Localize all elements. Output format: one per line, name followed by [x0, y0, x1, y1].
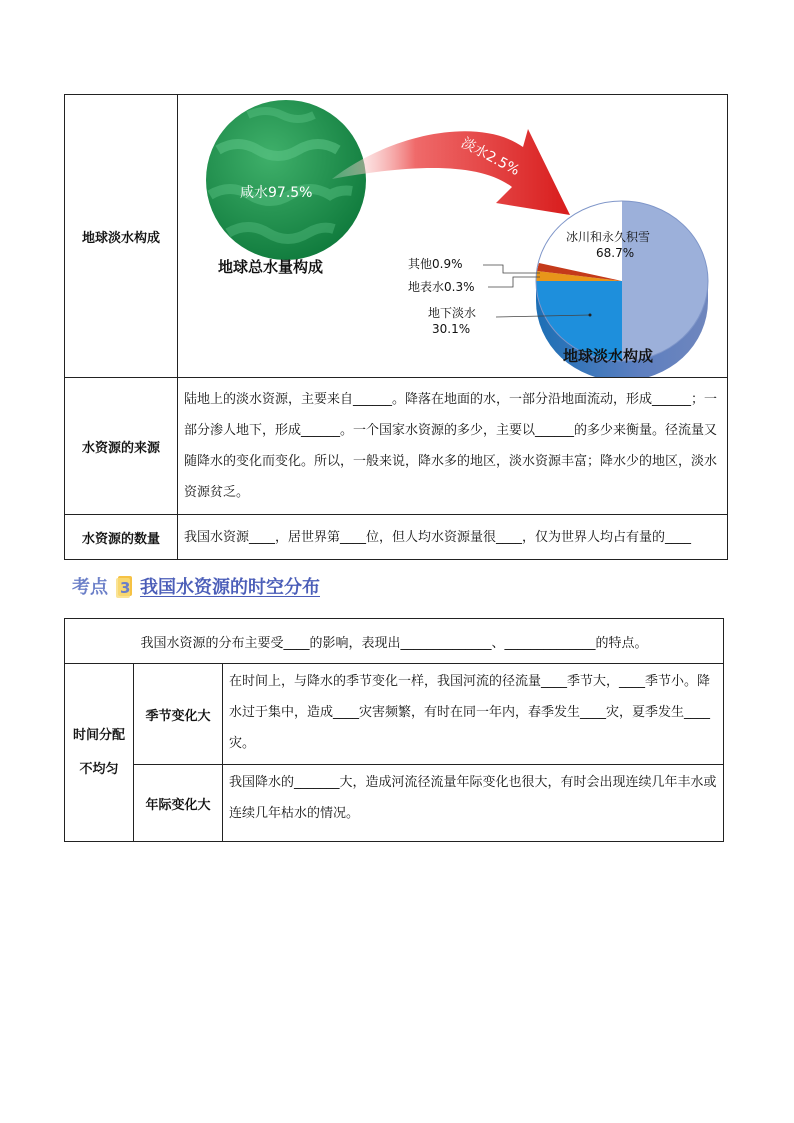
section-number-icon: [116, 574, 134, 598]
svg-text:3: 3: [120, 579, 131, 597]
distribution-intro: 我国水资源的分布主要受____的影响，表现出______________、______________的特点。: [65, 619, 724, 664]
seasonal-text: 在时间上，与降水的季节变化一样，我国河流的径流量____季节大，____季节小。降水过于集中，造成____灾害频繁，有时在同一年内，春季发生____灾，夏季发生____灾。: [223, 664, 724, 765]
quantity-text: 我国水资源____，居世界第____位，但人均水资源量很____，仅为世界人均占有量的____: [178, 515, 728, 560]
source-text: 陆地上的淡水资源，主要来自______。降落在地面的水，一部分沿地面流动，形成______；一部分渗人地下，形成______。一个国家水资源的多少，主要以______的多少来衡量。径流量又随降水的变化而变化。所以，一般来说，降水多的地区，淡水资源丰富；降水少的地区，淡水资源贫乏。: [178, 378, 728, 515]
other-label: 其他0.9%: [408, 257, 463, 271]
total-water-caption: 地球总水量构成: [218, 258, 324, 276]
side-label-line1: 时间分配: [72, 727, 125, 743]
section-prefix: 考点: [72, 577, 108, 598]
section-heading: [72, 572, 320, 600]
seasonal-label: 季节变化大: [134, 664, 223, 765]
surface-label: 地表水0.3%: [408, 280, 475, 294]
freshwater-caption: 地球淡水构成: [563, 347, 654, 365]
interannual-text: 我国降水的_______大，造成河流径流量年际变化也很大，有时会出现连续几年丰水或连续几年枯水的情况。: [223, 765, 724, 842]
saltwater-label: 咸水97.5%: [240, 185, 313, 201]
globe-icon: [206, 100, 366, 260]
section-title: 我国水资源的时空分布: [140, 577, 320, 598]
water-resources-table: [64, 94, 728, 560]
freshwater-arrow-label: 淡水2.5%: [458, 135, 523, 179]
freshwater-arrow: [332, 129, 570, 215]
row-label-quantity: 水资源的数量: [65, 515, 178, 560]
water-composition-diagram: [178, 95, 724, 377]
groundwater-label: 地下淡水: [428, 306, 477, 320]
row-label-source: 水资源的来源: [65, 378, 178, 515]
row-label-composition: 地球淡水构成: [65, 95, 178, 378]
composition-figure-cell: [178, 95, 728, 378]
groundwater-value: 30.1%: [432, 322, 471, 336]
time-distribution-label: [65, 664, 134, 842]
composition-figure: [178, 95, 727, 377]
glacier-value: 68.7%: [596, 246, 635, 260]
side-label-line2: 不均匀: [79, 761, 119, 777]
interannual-label: 年际变化大: [134, 765, 223, 842]
distribution-table: [64, 618, 724, 842]
glacier-label: 冰川和永久积雪: [566, 230, 651, 244]
